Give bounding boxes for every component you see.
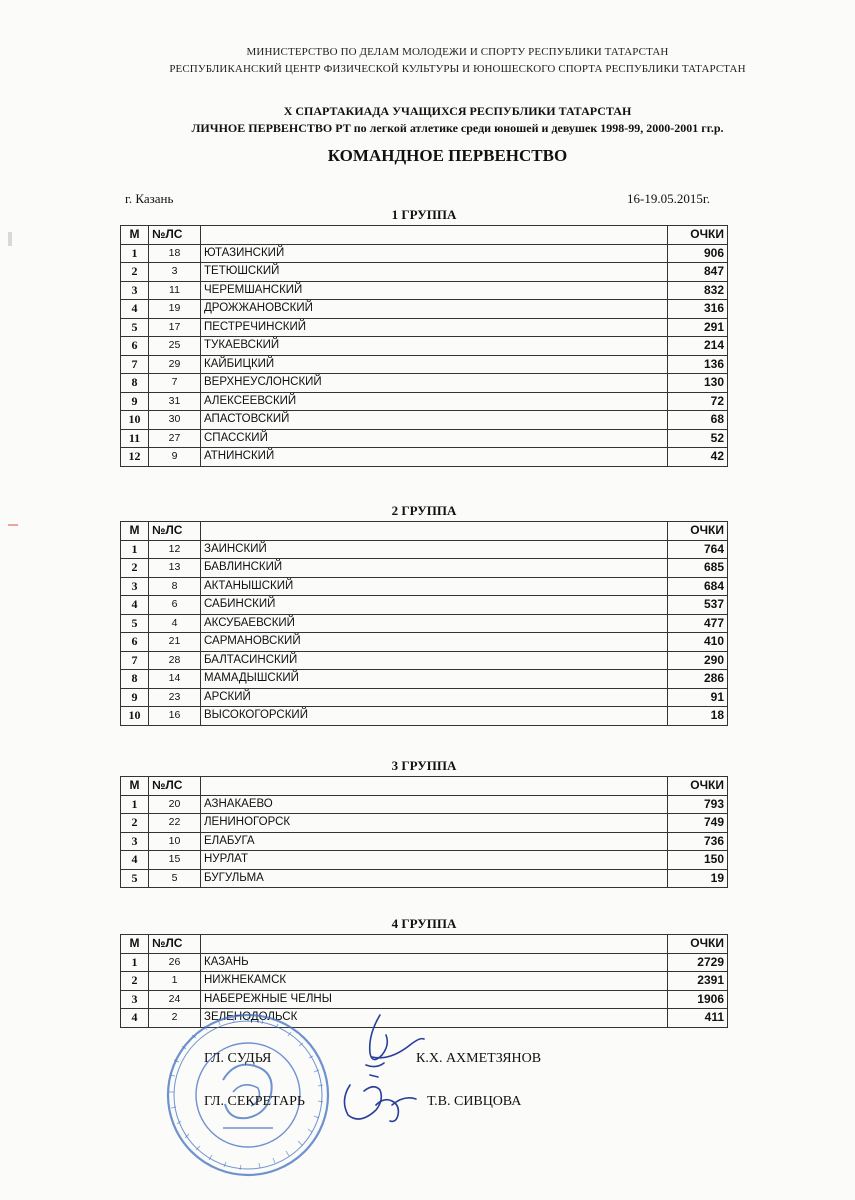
- event-subtitle: ЛИЧНОЕ ПЕРВЕНСТВО РТ по легкой атлетике среди юношей и девушек 1998-99, 2000-2001 гг.р.: [191, 121, 724, 135]
- points-cell: 18: [668, 707, 728, 726]
- points-cell: 477: [668, 614, 728, 633]
- place-cell: 9: [121, 392, 149, 411]
- ls-cell: 10: [149, 832, 201, 851]
- table-row: [121, 688, 728, 707]
- ls-cell: 31: [149, 392, 201, 411]
- team-name-cell: АКСУБАЕВСКИЙ: [201, 614, 668, 633]
- table-row: [121, 300, 728, 319]
- ls-cell: 8: [149, 577, 201, 596]
- team-name-cell: НУРЛАТ: [201, 851, 668, 870]
- team-name-cell: КАЙБИЦКИЙ: [201, 355, 668, 374]
- points-cell: 906: [668, 244, 728, 263]
- place-cell: 2: [121, 263, 149, 282]
- place-cell: 5: [121, 318, 149, 337]
- team-name-cell: САБИНСКИЙ: [201, 596, 668, 615]
- table-row: [121, 577, 728, 596]
- place-cell: 1: [121, 540, 149, 559]
- place-cell: 1: [121, 953, 149, 972]
- ls-cell: 27: [149, 429, 201, 448]
- points-cell: 684: [668, 577, 728, 596]
- ls-cell: 9: [149, 448, 201, 467]
- points-cell: 136: [668, 355, 728, 374]
- team-name-cell: АРСКИЙ: [201, 688, 668, 707]
- event-title: X СПАРТАКИАДА УЧАЩИХСЯ РЕСПУБЛИКИ ТАТАРСТАН: [283, 104, 632, 118]
- table-row: [121, 596, 728, 615]
- team-name-cell: ДРОЖЖАНОВСКИЙ: [201, 300, 668, 319]
- ls-cell: 18: [149, 244, 201, 263]
- table-row: [121, 614, 728, 633]
- place-cell: 8: [121, 374, 149, 393]
- place-cell: 1: [121, 795, 149, 814]
- table-row: [121, 244, 728, 263]
- place-cell: 3: [121, 281, 149, 300]
- place-cell: 10: [121, 707, 149, 726]
- group-table: [120, 521, 728, 726]
- ls-cell: 30: [149, 411, 201, 430]
- points-cell: 214: [668, 337, 728, 356]
- secretary-label: ГЛ. СЕКРЕТАРЬ: [204, 1094, 305, 1109]
- points-cell: 150: [668, 851, 728, 870]
- place-cell: 12: [121, 448, 149, 467]
- ls-cell: 13: [149, 559, 201, 578]
- team-name-cell: ЮТАЗИНСКИЙ: [201, 244, 668, 263]
- place-cell: 6: [121, 633, 149, 652]
- table-row: [121, 429, 728, 448]
- points-cell: 410: [668, 633, 728, 652]
- points-cell: 764: [668, 540, 728, 559]
- team-name-cell: МАМАДЫШСКИЙ: [201, 670, 668, 689]
- table-row: [121, 633, 728, 652]
- team-name-cell: АЛЕКСЕЕВСКИЙ: [201, 392, 668, 411]
- points-cell: 52: [668, 429, 728, 448]
- scan-edge-mark-red: [8, 524, 18, 526]
- ls-cell: 11: [149, 281, 201, 300]
- header-points: ОЧКИ: [668, 935, 728, 954]
- table-row: [121, 832, 728, 851]
- ls-cell: 28: [149, 651, 201, 670]
- header-place: М: [121, 522, 149, 541]
- team-name-cell: ЗАИНСКИЙ: [201, 540, 668, 559]
- team-name-cell: БУГУЛЬМА: [201, 869, 668, 888]
- judge-name: К.Х. АХМЕТЗЯНОВ: [416, 1051, 542, 1066]
- table-row: [121, 651, 728, 670]
- points-cell: 847: [668, 263, 728, 282]
- place-cell: 8: [121, 670, 149, 689]
- header-place: М: [121, 777, 149, 796]
- place-cell: 2: [121, 559, 149, 578]
- points-cell: 286: [668, 670, 728, 689]
- judge-label: ГЛ. СУДЬЯ: [204, 1051, 272, 1066]
- team-name-cell: АТНИНСКИЙ: [201, 448, 668, 467]
- team-name-cell: ТЕТЮШСКИЙ: [201, 263, 668, 282]
- ls-cell: 29: [149, 355, 201, 374]
- signature-icon: [320, 1005, 430, 1135]
- header-name: [201, 777, 668, 796]
- table-header-row: [121, 522, 728, 541]
- table-row: [121, 814, 728, 833]
- table-row: [121, 392, 728, 411]
- place-cell: 3: [121, 990, 149, 1009]
- ls-cell: 4: [149, 614, 201, 633]
- team-name-cell: АПАСТОВСКИЙ: [201, 411, 668, 430]
- group-title: 4 ГРУППА: [391, 916, 457, 931]
- ls-cell: 2: [149, 1009, 201, 1028]
- date: 16-19.05.2015г.: [627, 191, 710, 206]
- table-row: [121, 559, 728, 578]
- ls-cell: 14: [149, 670, 201, 689]
- header-name: [201, 522, 668, 541]
- table-row: [121, 411, 728, 430]
- team-name-cell: ЕЛАБУГА: [201, 832, 668, 851]
- team-name-cell: БАВЛИНСКИЙ: [201, 559, 668, 578]
- scan-edge-mark: [8, 232, 12, 246]
- table-row: [121, 795, 728, 814]
- team-name-cell: ВЕРХНЕУСЛОНСКИЙ: [201, 374, 668, 393]
- table-header-row: [121, 777, 728, 796]
- points-cell: 42: [668, 448, 728, 467]
- ls-cell: 25: [149, 337, 201, 356]
- team-name-cell: ЧЕРЕМШАНСКИЙ: [201, 281, 668, 300]
- table-row: [121, 953, 728, 972]
- ls-cell: 24: [149, 990, 201, 1009]
- points-cell: 793: [668, 795, 728, 814]
- place-cell: 10: [121, 411, 149, 430]
- header-ls: №ЛС: [149, 935, 201, 954]
- team-name-cell: ЛЕНИНОГОРСК: [201, 814, 668, 833]
- place-cell: 7: [121, 651, 149, 670]
- ls-cell: 21: [149, 633, 201, 652]
- points-cell: 2729: [668, 953, 728, 972]
- ls-cell: 6: [149, 596, 201, 615]
- header-ls: №ЛС: [149, 226, 201, 245]
- header-name: [201, 935, 668, 954]
- team-name-cell: САРМАНОВСКИЙ: [201, 633, 668, 652]
- place-cell: 9: [121, 688, 149, 707]
- table-row: [121, 869, 728, 888]
- points-cell: 1906: [668, 990, 728, 1009]
- points-cell: 19: [668, 869, 728, 888]
- table-row: [121, 355, 728, 374]
- table-row: [121, 337, 728, 356]
- points-cell: 736: [668, 832, 728, 851]
- ls-cell: 20: [149, 795, 201, 814]
- city: г. Казань: [125, 191, 174, 206]
- secretary-name: Т.В. СИВЦОВА: [427, 1094, 522, 1109]
- header-ls: №ЛС: [149, 777, 201, 796]
- ls-cell: 16: [149, 707, 201, 726]
- team-name-cell: АКТАНЫШСКИЙ: [201, 577, 668, 596]
- group-title: 2 ГРУППА: [391, 503, 457, 518]
- table-row: [121, 263, 728, 282]
- ls-cell: 17: [149, 318, 201, 337]
- header-place: М: [121, 935, 149, 954]
- place-cell: 3: [121, 577, 149, 596]
- ls-cell: 23: [149, 688, 201, 707]
- points-cell: 537: [668, 596, 728, 615]
- place-cell: 11: [121, 429, 149, 448]
- header-ls: №ЛС: [149, 522, 201, 541]
- table-row: [121, 851, 728, 870]
- header-name: [201, 226, 668, 245]
- header-points: ОЧКИ: [668, 522, 728, 541]
- points-cell: 290: [668, 651, 728, 670]
- table-header-row: [121, 935, 728, 954]
- team-name-cell: ВЫСОКОГОРСКИЙ: [201, 707, 668, 726]
- header-center: РЕСПУБЛИКАНСКИЙ ЦЕНТР ФИЗИЧЕСКОЙ КУЛЬТУРЫ И ЮНОШЕСКОГО СПОРТА РЕСПУБЛИКИ ТАТАРСТАН: [169, 63, 746, 75]
- ls-cell: 3: [149, 263, 201, 282]
- group-table: [120, 776, 728, 888]
- group-title: 3 ГРУППА: [391, 758, 457, 773]
- table-row: [121, 972, 728, 991]
- header-ministry: МИНИСТЕРСТВО ПО ДЕЛАМ МОЛОДЕЖИ И СПОРТУ РЕСПУБЛИКИ ТАТАРСТАН: [246, 46, 669, 58]
- table-row: [121, 318, 728, 337]
- team-name-cell: КАЗАНЬ: [201, 953, 668, 972]
- place-cell: 3: [121, 832, 149, 851]
- place-cell: 4: [121, 596, 149, 615]
- table-row: [121, 670, 728, 689]
- ls-cell: 26: [149, 953, 201, 972]
- points-cell: 316: [668, 300, 728, 319]
- team-name-cell: НИЖНЕКАМСК: [201, 972, 668, 991]
- header-place: М: [121, 226, 149, 245]
- table-row: [121, 374, 728, 393]
- ls-cell: 22: [149, 814, 201, 833]
- table-row: [121, 707, 728, 726]
- group-title: 1 ГРУППА: [391, 207, 457, 222]
- place-cell: 4: [121, 1009, 149, 1028]
- team-name-cell: ТУКАЕВСКИЙ: [201, 337, 668, 356]
- place-cell: 4: [121, 300, 149, 319]
- team-name-cell: НАБЕРЕЖНЫЕ ЧЕЛНЫ: [201, 990, 668, 1009]
- points-cell: 685: [668, 559, 728, 578]
- place-cell: 5: [121, 869, 149, 888]
- team-name-cell: ПЕСТРЕЧИНСКИЙ: [201, 318, 668, 337]
- points-cell: 832: [668, 281, 728, 300]
- table-header-row: [121, 226, 728, 245]
- team-name-cell: БАЛТАСИНСКИЙ: [201, 651, 668, 670]
- ls-cell: 1: [149, 972, 201, 991]
- table-row: [121, 448, 728, 467]
- points-cell: 411: [668, 1009, 728, 1028]
- main-title: КОМАНДНОЕ ПЕРВЕНСТВО: [327, 146, 568, 165]
- ls-cell: 15: [149, 851, 201, 870]
- ls-cell: 5: [149, 869, 201, 888]
- header-points: ОЧКИ: [668, 226, 728, 245]
- points-cell: 749: [668, 814, 728, 833]
- place-cell: 7: [121, 355, 149, 374]
- place-cell: 2: [121, 972, 149, 991]
- place-cell: 2: [121, 814, 149, 833]
- group-table: [120, 225, 728, 467]
- points-cell: 91: [668, 688, 728, 707]
- table-row: [121, 540, 728, 559]
- header-points: ОЧКИ: [668, 777, 728, 796]
- place-cell: 6: [121, 337, 149, 356]
- team-name-cell: АЗНАКАЕВО: [201, 795, 668, 814]
- points-cell: 68: [668, 411, 728, 430]
- ls-cell: 19: [149, 300, 201, 319]
- table-row: [121, 281, 728, 300]
- team-name-cell: СПАССКИЙ: [201, 429, 668, 448]
- points-cell: 130: [668, 374, 728, 393]
- place-cell: 5: [121, 614, 149, 633]
- points-cell: 291: [668, 318, 728, 337]
- points-cell: 72: [668, 392, 728, 411]
- ls-cell: 7: [149, 374, 201, 393]
- points-cell: 2391: [668, 972, 728, 991]
- place-cell: 1: [121, 244, 149, 263]
- place-cell: 4: [121, 851, 149, 870]
- team-name-cell: ЗЕЛЕНОДОЛЬСК: [201, 1009, 668, 1028]
- ls-cell: 12: [149, 540, 201, 559]
